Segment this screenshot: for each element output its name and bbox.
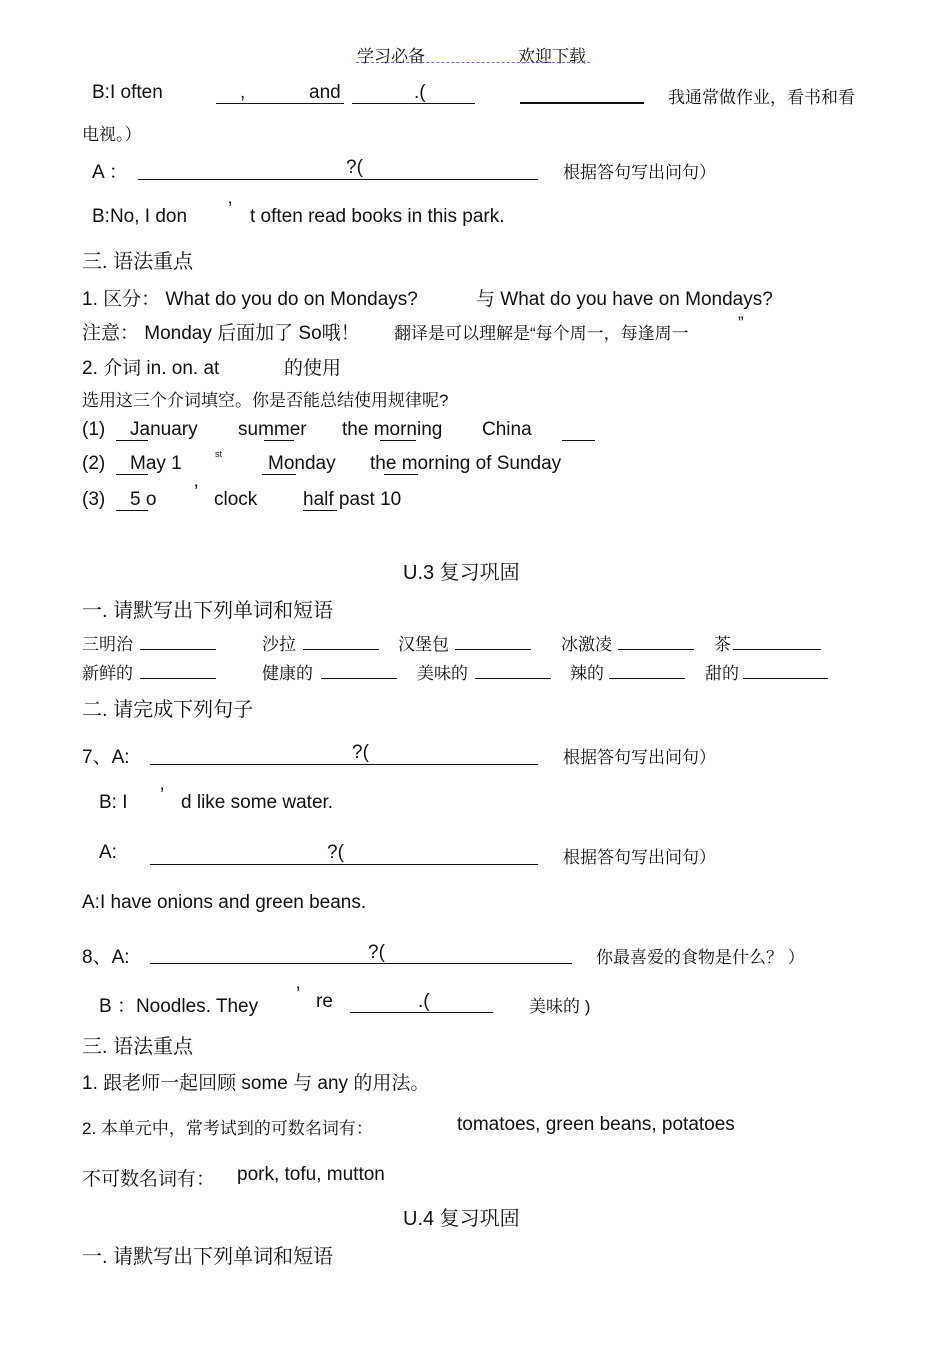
blank-line (384, 474, 418, 475)
unit-4-title: U.4 复习巩固 (403, 1208, 520, 1230)
and-text: and (309, 82, 341, 103)
grammar-point-2: 2. 介词 in. on. at (82, 358, 220, 379)
header-divider (356, 62, 590, 63)
instruction-text: 选用这三个介词填空。你是否能总结使用规律呢? (82, 391, 449, 410)
b-no-text: B:No, I don (92, 206, 188, 227)
b-no-rest: t often read books in this park. (250, 206, 505, 227)
blank-line (264, 440, 294, 441)
blank-line (138, 179, 538, 180)
u3-grammar-3-words: pork, tofu, mutton (237, 1164, 385, 1185)
grammar-point-1b: 与 What do you have on Mondays? (476, 289, 773, 310)
q8-hint: 你最喜爱的食物是什么？ ） (596, 948, 805, 967)
q7-label: 7、A: (82, 747, 130, 768)
blank-line (116, 510, 148, 511)
dot-paren: .( (414, 82, 426, 103)
word-sandwich: 三明治 (82, 635, 133, 654)
prep-item-may: May 1 (130, 453, 182, 474)
blank-line (455, 649, 531, 650)
q8-b-hint: 美味的 ) (529, 997, 591, 1016)
u3-grammar-2-words: tomatoes, green beans, potatoes (457, 1114, 735, 1135)
row-2-label: (2) (82, 453, 106, 474)
blank-line (303, 510, 337, 511)
hint-question: 根据答句写出问句） (563, 848, 716, 867)
u3-section-3-title: 三. 语法重点 (82, 1036, 194, 1058)
word-spicy: 辣的 (570, 664, 604, 683)
hint-homework-cont: 电视。） (82, 125, 142, 144)
apostrophe: ’ (160, 785, 165, 806)
u4-section-1-title: 一. 请默写出下列单词和短语 (82, 1246, 334, 1268)
b-often-label: B:I often (92, 82, 163, 103)
word-salad: 沙拉 (262, 635, 296, 654)
q7-b-rest: d like some water. (181, 792, 334, 813)
q8-dot-paren: .( (418, 991, 430, 1012)
u3-grammar-3-label: 不可数名词有： (82, 1169, 216, 1190)
q7-a2-label: A: (99, 842, 117, 863)
blank-line (303, 649, 379, 650)
row-3-label: (3) (82, 489, 106, 510)
blank-line (733, 649, 821, 650)
blank-line (140, 678, 216, 679)
apostrophe: ’ (228, 199, 233, 220)
q7-answer: A:I have onions and green beans. (82, 892, 367, 913)
blank-line (380, 440, 416, 441)
q8-re: re (316, 991, 333, 1012)
blank-line (262, 474, 296, 475)
note-translation: 翻译是可以理解是“每个周一，每逢周一 (394, 324, 689, 343)
unit-3-title: U.3 复习巩固 (403, 562, 520, 584)
hint-homework: 我通常做作业，看书和看 (668, 88, 855, 107)
blank-line (140, 649, 216, 650)
a-label: A ： (92, 162, 128, 183)
u3-grammar-2-label: 2. 本单元中，常考试到的可数名词有： (82, 1119, 373, 1138)
note-close-quote: ” (738, 313, 744, 332)
word-delicious: 美味的 (417, 664, 468, 683)
word-hamburger: 汉堡包 (398, 635, 449, 654)
u3-grammar-1: 1. 跟老师一起回顾 some 与 any 的用法。 (82, 1073, 430, 1094)
blank-line (743, 678, 828, 679)
hint-question: 根据答句写出问句） (563, 748, 716, 767)
question-paren: ?( (352, 742, 369, 763)
word-healthy: 健康的 (262, 664, 313, 683)
prep-item-summer: summer (238, 419, 307, 440)
header-left: 学习必备 (357, 47, 425, 66)
superscript-st: st (215, 449, 223, 459)
note-text: 注意： Monday 后面加了 So哦！ (82, 323, 360, 344)
grammar-point-1: 1. 区分： What do you do on Mondays? (82, 289, 418, 310)
comma-text: , (240, 82, 246, 103)
u3-section-2-title: 二. 请完成下列句子 (82, 699, 254, 721)
question-paren: ?( (327, 842, 344, 863)
blank-line (520, 102, 644, 104)
word-tea: 茶 (714, 635, 731, 654)
blank-line (618, 649, 694, 650)
prep-item-morning-sunday: the morning of Sunday (370, 453, 562, 474)
hint-question: 根据答句写出问句） (563, 163, 716, 182)
blank-line (562, 440, 595, 441)
blank-line (150, 864, 538, 865)
grammar-point-2b: 的使用 (284, 358, 342, 379)
blank-line (150, 764, 538, 765)
q7-b-text: B: I (99, 792, 128, 813)
blank-line (116, 474, 148, 475)
prep-item-morning: the morning (342, 419, 443, 440)
row-1-label: (1) (82, 419, 106, 440)
word-sweet: 甜的 (705, 664, 739, 683)
prep-item-january: January (130, 419, 198, 440)
blank-line (116, 440, 148, 441)
blank-line (609, 678, 685, 679)
blank-line (475, 678, 551, 679)
question-paren: ?( (368, 942, 385, 963)
word-fresh: 新鲜的 (82, 664, 133, 683)
word-ice-cream: 冰激凌 (561, 635, 612, 654)
blank-line (150, 963, 572, 964)
q8-label: 8、A: (82, 947, 130, 968)
question-paren: ?( (346, 157, 363, 178)
blank-line (321, 678, 397, 679)
prep-item-clock: clock (214, 489, 258, 510)
prep-item-china: China (482, 419, 532, 440)
prep-item-half-past: half past 10 (303, 489, 402, 510)
section-grammar-title: 三. 语法重点 (82, 251, 194, 273)
u3-section-1-title: 一. 请默写出下列单词和短语 (82, 600, 334, 622)
header-right: 欢迎下载 (518, 47, 586, 66)
apostrophe: ’ (194, 482, 199, 503)
apostrophe: ’ (296, 984, 301, 1005)
q8-b-text: B ：Noodles. They (99, 996, 259, 1017)
prep-item-five: 5 o (130, 489, 157, 510)
prep-item-monday: Monday (268, 453, 336, 474)
